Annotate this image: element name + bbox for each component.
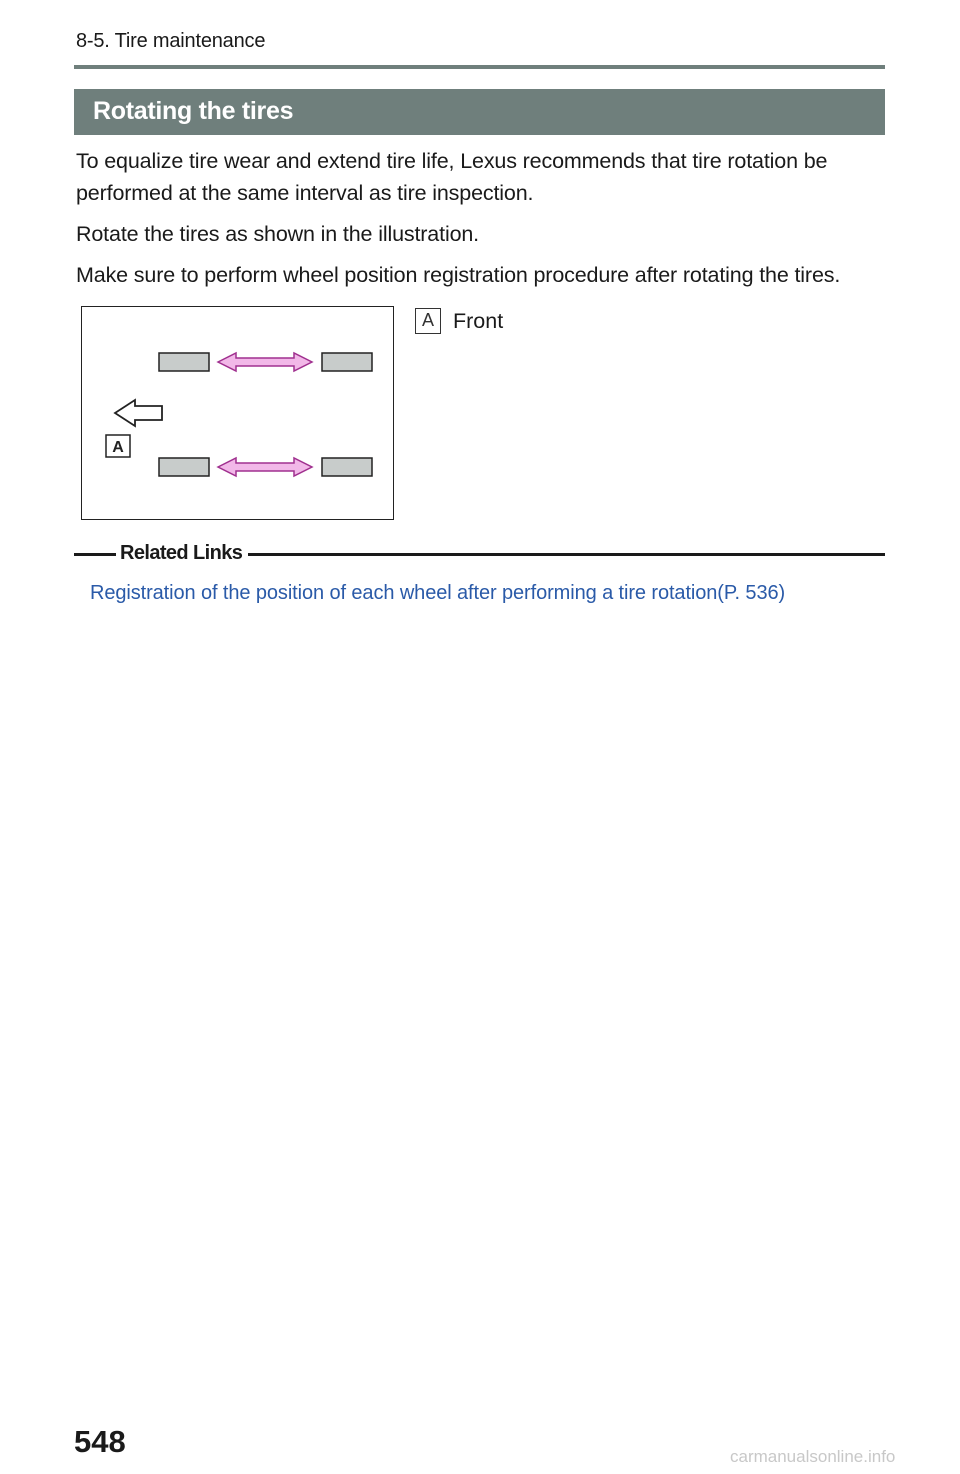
paragraph-intro: To equalize tire wear and extend tire life, Lexus recommends that tire rotation be performed at the same interval as tire inspection. xyxy=(76,149,828,205)
title-bar xyxy=(74,89,885,135)
related-divider-right xyxy=(248,553,885,556)
swap-arrow-upper-icon xyxy=(218,353,312,371)
tire-rear-right xyxy=(322,458,372,476)
header-divider xyxy=(74,65,885,69)
page-number: 548 xyxy=(74,1424,126,1459)
related-link-wheel-registration[interactable]: Registration of the position of each wheel after performing a tire rotation(P. 536) xyxy=(90,582,786,604)
swap-arrow-lower-icon xyxy=(218,458,312,476)
tire-rear-left xyxy=(322,353,372,371)
legend-marker: A xyxy=(415,308,441,334)
tire-front-right xyxy=(159,458,209,476)
figure-marker: A xyxy=(112,439,124,456)
paragraph-registration: Make sure to perform wheel position registration procedure after rotating the tires. xyxy=(76,263,841,287)
paragraph-rotate: Rotate the tires as shown in the illustration. xyxy=(76,222,480,246)
tire-front-left xyxy=(159,353,209,371)
front-direction-arrow-icon xyxy=(115,400,162,426)
page-title: Rotating the tires xyxy=(93,97,294,125)
legend-front-label: Front xyxy=(453,309,504,333)
related-links-title: Related Links xyxy=(120,542,243,564)
watermark: carmanualsonline.info xyxy=(730,1447,896,1466)
section-header: 8-5. Tire maintenance xyxy=(76,30,266,52)
related-divider-left xyxy=(74,553,116,556)
tire-rotation-illustration xyxy=(81,306,394,520)
tire-rotation-diagram xyxy=(82,307,395,521)
